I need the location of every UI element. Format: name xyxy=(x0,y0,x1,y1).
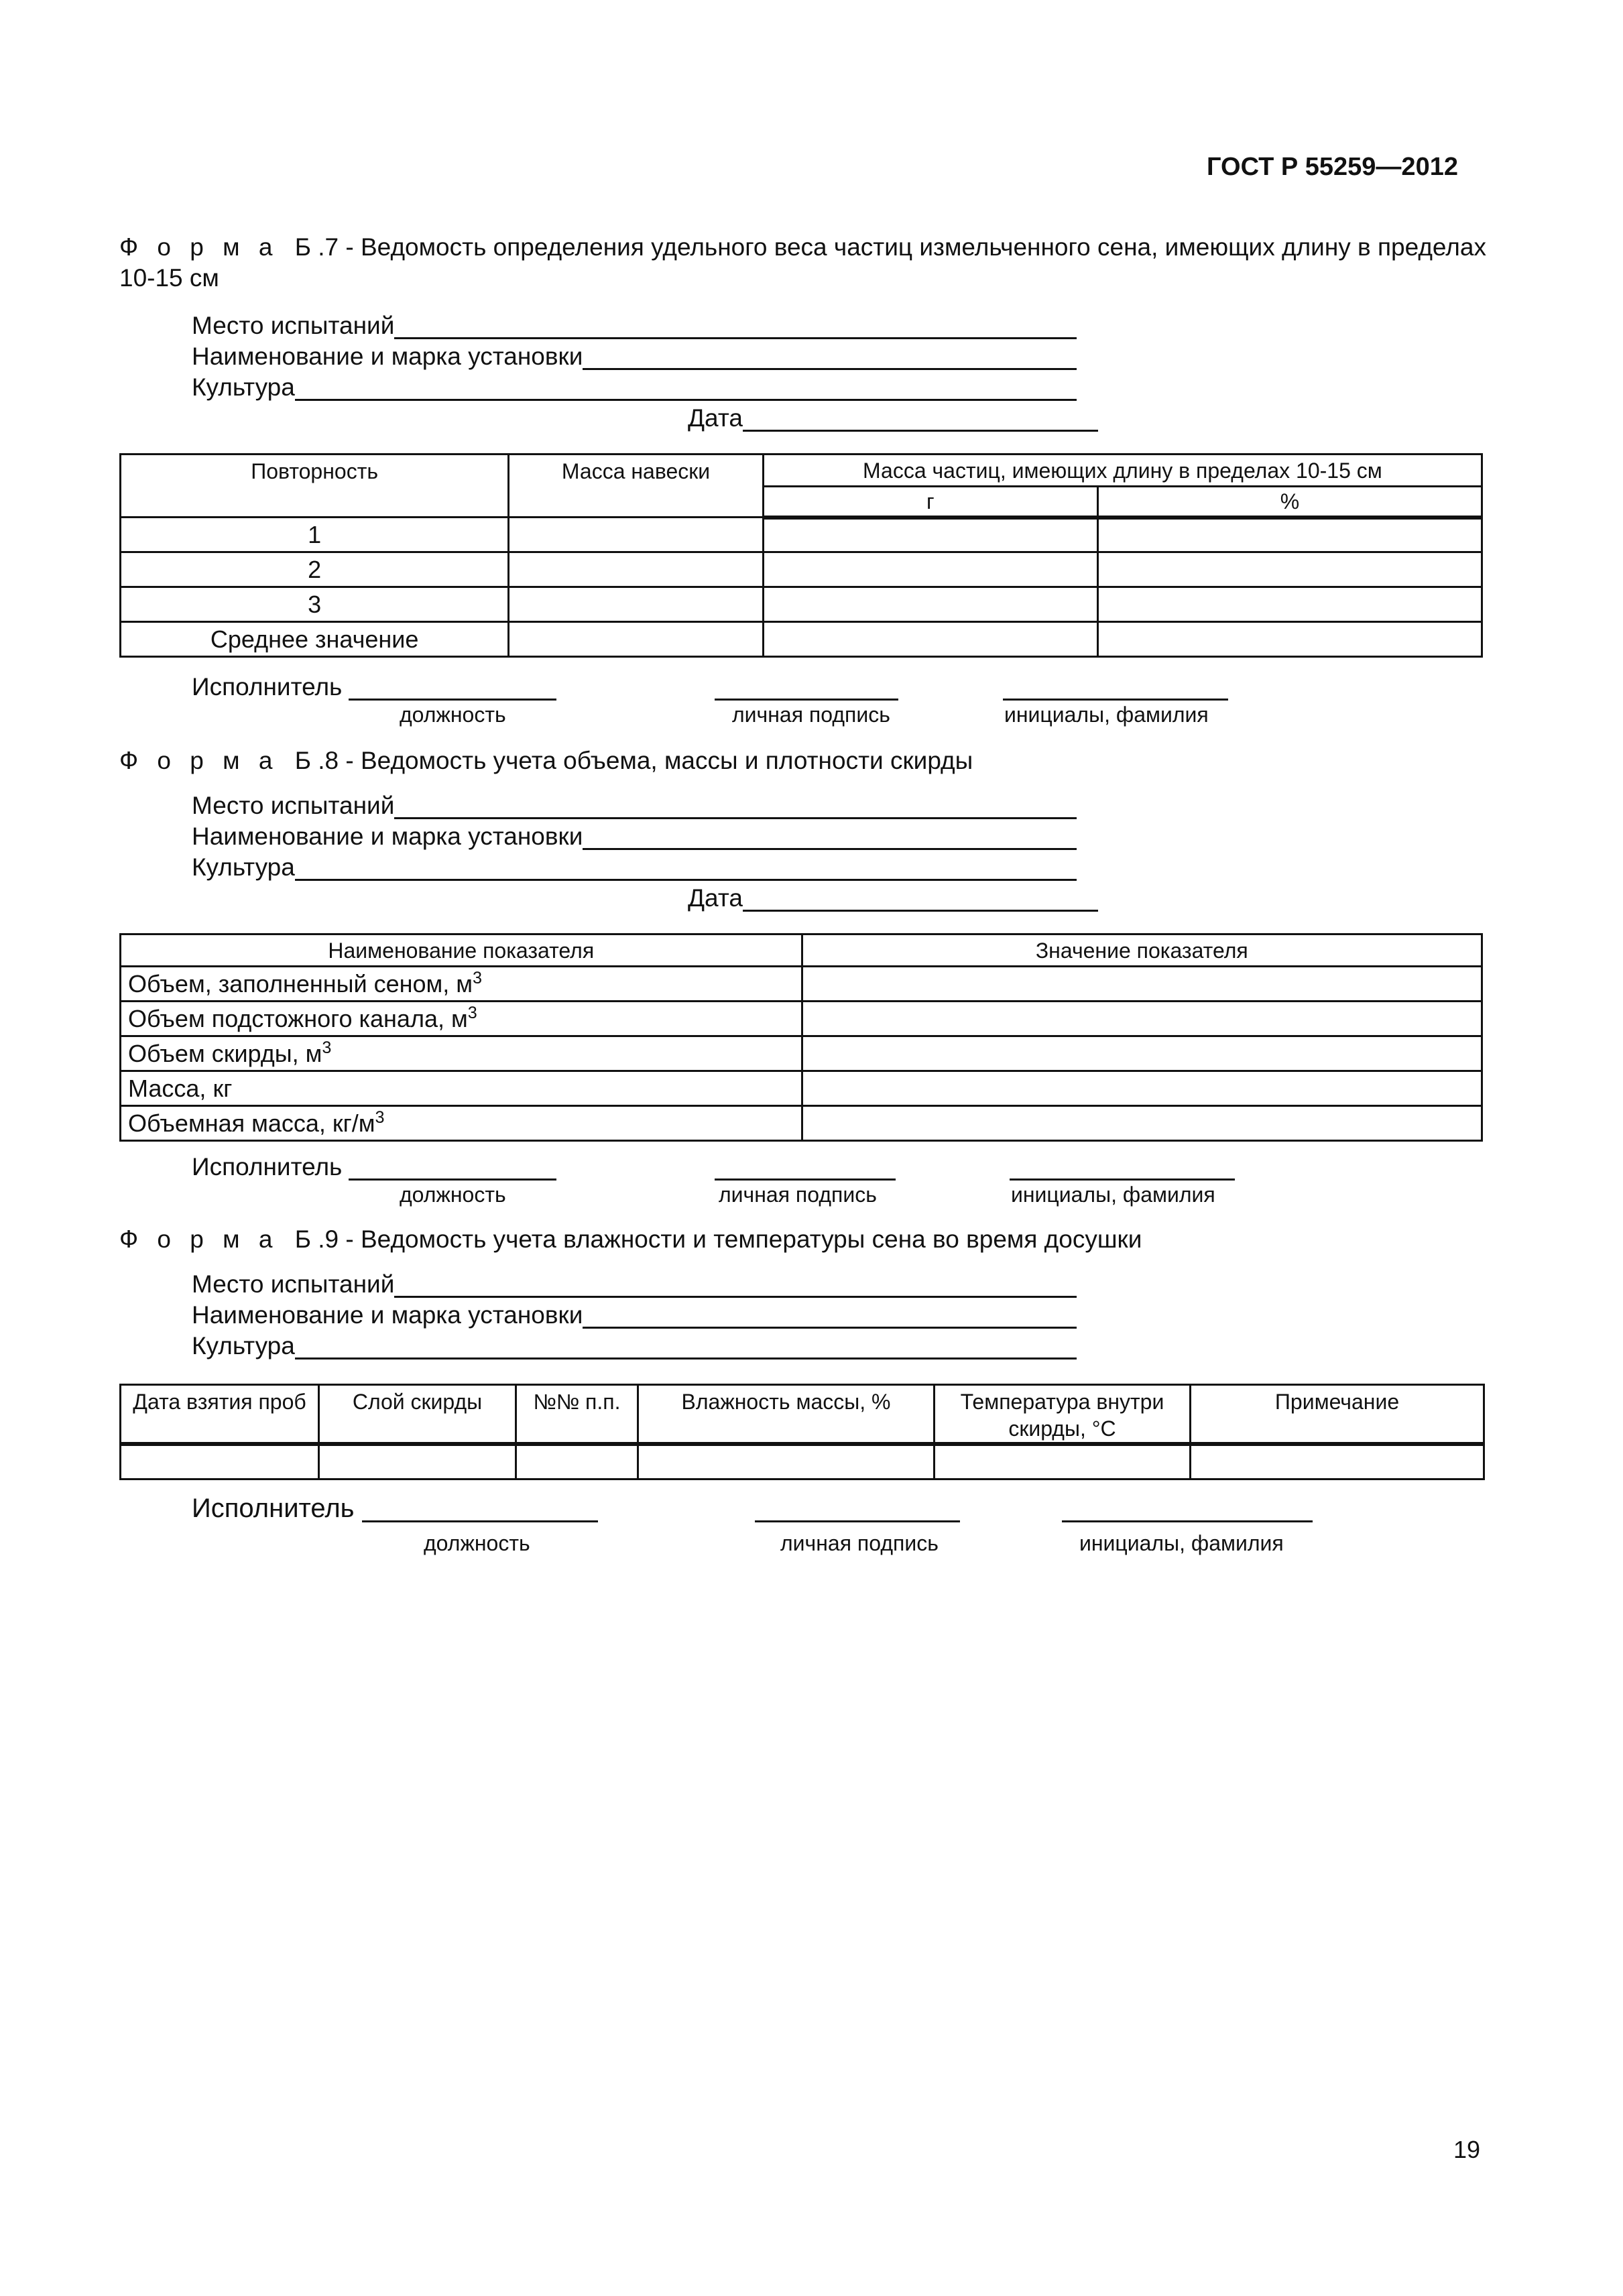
form-b9-position-line[interactable] xyxy=(362,1520,598,1522)
field-place[interactable] xyxy=(192,308,1077,339)
field-place-line[interactable] xyxy=(394,796,1077,819)
col-date-header: Дата взятия проб xyxy=(121,1385,319,1445)
table-cell[interactable] xyxy=(763,552,1097,587)
table-row xyxy=(121,967,1482,1002)
field-date[interactable] xyxy=(688,881,1098,912)
field-place-label: Место испытаний xyxy=(192,792,395,819)
table-row xyxy=(121,552,1482,587)
table-cell[interactable] xyxy=(1191,1444,1484,1479)
field-place-line[interactable] xyxy=(394,316,1077,339)
table-cell[interactable] xyxy=(121,1444,319,1479)
form-b7-table xyxy=(119,453,1483,658)
table-cell[interactable] xyxy=(763,622,1097,657)
row-label: Среднее значение xyxy=(121,622,509,657)
form-b9-table xyxy=(119,1384,1485,1480)
field-date-label: Дата xyxy=(688,404,743,432)
row-text: Объем подстожного канала, м xyxy=(128,1005,468,1032)
field-installation[interactable] xyxy=(192,1298,1077,1329)
table-row xyxy=(121,1036,1482,1071)
form-b8-name-caption: инициалы, фамилия xyxy=(1011,1183,1215,1207)
table-cell[interactable] xyxy=(802,1071,1482,1106)
field-place[interactable] xyxy=(192,1267,1077,1298)
col-temperature-header: Температура внутри скирды, °С xyxy=(935,1385,1191,1445)
form-b7-position-line[interactable] xyxy=(349,699,556,701)
form-b8-prefix: Ф о р м а xyxy=(119,747,279,774)
table-row xyxy=(121,587,1482,622)
table-row xyxy=(121,622,1482,657)
table-cell[interactable] xyxy=(638,1444,935,1479)
table-cell[interactable] xyxy=(516,1444,638,1479)
row-label xyxy=(121,1036,802,1071)
table-row xyxy=(121,518,1482,552)
table-cell[interactable] xyxy=(1097,518,1482,552)
table-cell[interactable] xyxy=(802,1002,1482,1036)
form-b8-title-text: - Ведомость учета объема, массы и плотности скирды xyxy=(339,747,973,774)
table-cell[interactable] xyxy=(935,1444,1191,1479)
form-b7-title xyxy=(119,233,1486,261)
table-cell[interactable] xyxy=(509,552,764,587)
form-b9-name-line[interactable] xyxy=(1062,1520,1313,1522)
document-code: ГОСТ Р 55259—2012 xyxy=(1207,153,1458,181)
field-culture-label: Культура xyxy=(192,373,295,401)
field-culture-line[interactable] xyxy=(295,377,1077,401)
form-b8-position-caption: должность xyxy=(400,1183,506,1207)
table-cell[interactable] xyxy=(802,1106,1482,1141)
form-b7-signature-caption: личная подпись xyxy=(732,703,890,727)
field-installation-label: Наименование и марка установки xyxy=(192,1301,583,1329)
row-sup: 3 xyxy=(467,1004,477,1022)
table-row xyxy=(121,1444,1484,1479)
form-b7-number: Б .7 xyxy=(294,233,339,261)
form-b8-number: Б .8 xyxy=(294,747,339,774)
row-label xyxy=(121,967,802,1002)
form-b9-prefix: Ф о р м а xyxy=(119,1225,279,1253)
col-repeat-header: Повторность xyxy=(121,455,509,518)
form-b9-position-caption: должность xyxy=(424,1531,530,1555)
table-cell[interactable] xyxy=(802,967,1482,1002)
field-place-label: Место испытаний xyxy=(192,312,395,339)
table-cell[interactable] xyxy=(1097,622,1482,657)
page-number: 19 xyxy=(1453,2136,1481,2163)
field-culture-label: Культура xyxy=(192,1332,295,1360)
form-b8-signature-caption: личная подпись xyxy=(719,1183,877,1207)
field-installation[interactable] xyxy=(192,339,1077,370)
field-date[interactable] xyxy=(688,401,1098,432)
col-particles-header: Масса частиц, имеющих длину в пределах 10-15 см xyxy=(763,455,1482,487)
row-label xyxy=(121,1002,802,1036)
field-place-label: Место испытаний xyxy=(192,1270,395,1298)
form-b8-table xyxy=(119,933,1483,1142)
field-culture-line[interactable] xyxy=(295,857,1077,881)
row-label xyxy=(121,1071,802,1106)
field-culture[interactable] xyxy=(192,370,1077,401)
col-moisture-header: Влажность массы, % xyxy=(638,1385,935,1445)
form-b9-executor-label: Исполнитель xyxy=(192,1494,355,1523)
field-place-line[interactable] xyxy=(394,1274,1077,1298)
form-b9-number: Б .9 xyxy=(294,1225,339,1253)
form-b7-title-line2: 10-15 см xyxy=(119,264,219,292)
row-label: 2 xyxy=(121,552,509,587)
form-b7-position-caption: должность xyxy=(400,703,506,727)
row-label: 3 xyxy=(121,587,509,622)
field-installation-label: Наименование и марка установки xyxy=(192,343,583,370)
row-text: Объем скирды, м xyxy=(128,1040,322,1067)
field-date-label: Дата xyxy=(688,884,743,912)
table-cell[interactable] xyxy=(509,622,764,657)
table-cell[interactable] xyxy=(763,518,1097,552)
form-b8-title xyxy=(119,747,973,775)
form-b7-prefix: Ф о р м а xyxy=(119,233,279,261)
field-culture[interactable] xyxy=(192,850,1077,881)
row-label xyxy=(121,1106,802,1141)
col-name-header: Наименование показателя xyxy=(121,934,802,967)
table-cell[interactable] xyxy=(802,1036,1482,1071)
form-b9-fields xyxy=(192,1267,1077,1360)
form-b7-name-line[interactable] xyxy=(1003,699,1228,701)
row-text: Объем, заполненный сеном, м xyxy=(128,970,473,998)
form-b9-name-caption: инициалы, фамилия xyxy=(1079,1531,1284,1555)
field-culture[interactable] xyxy=(192,1329,1077,1360)
field-installation-line[interactable] xyxy=(583,1305,1077,1329)
form-b9-title-text: - Ведомость учета влажности и температуры сена во время досушки xyxy=(339,1225,1142,1253)
form-b8-signature-line[interactable] xyxy=(715,1179,896,1181)
col-g-header: г xyxy=(763,487,1097,518)
table-cell[interactable] xyxy=(1097,587,1482,622)
field-culture-label: Культура xyxy=(192,853,295,881)
form-b7-name-caption: инициалы, фамилия xyxy=(1004,703,1209,727)
row-sup: 3 xyxy=(375,1108,385,1127)
field-date-line[interactable] xyxy=(743,888,1098,912)
form-b8-position-line[interactable] xyxy=(349,1179,556,1181)
form-b7-signature-line[interactable] xyxy=(715,699,898,701)
table-cell[interactable] xyxy=(509,587,764,622)
field-installation-line[interactable] xyxy=(583,347,1077,370)
form-b9-signature-caption: личная подпись xyxy=(780,1531,939,1555)
field-installation-label: Наименование и марка установки xyxy=(192,823,583,850)
row-text: Объемная масса, кг/м xyxy=(128,1109,375,1137)
field-date-line[interactable] xyxy=(743,408,1098,432)
form-b8-executor-label: Исполнитель xyxy=(192,1153,343,1181)
form-b9-signature-line[interactable] xyxy=(755,1520,960,1522)
col-mass-label: Масса навески xyxy=(561,459,711,483)
table-cell[interactable] xyxy=(763,587,1097,622)
field-installation-line[interactable] xyxy=(583,827,1077,850)
table-cell[interactable] xyxy=(1097,552,1482,587)
field-installation[interactable] xyxy=(192,819,1077,850)
field-place[interactable] xyxy=(192,788,1077,819)
form-b7-title-text: - Ведомость определения удельного веса частиц измельченного сена, имеющих длину в пределах xyxy=(339,233,1486,261)
row-text: Масса, кг xyxy=(128,1075,233,1102)
field-culture-line[interactable] xyxy=(295,1336,1077,1360)
table-row xyxy=(121,1071,1482,1106)
col-number-header: №№ п.п. xyxy=(516,1385,638,1445)
row-label: 1 xyxy=(121,518,509,552)
col-pct-header: % xyxy=(1097,487,1482,518)
col-value-header: Значение показателя xyxy=(802,934,1482,967)
row-sup: 3 xyxy=(473,969,483,987)
form-b7-fields xyxy=(192,308,1077,401)
form-b8-fields xyxy=(192,788,1077,881)
form-b8-name-line[interactable] xyxy=(1010,1179,1235,1181)
table-row xyxy=(121,1106,1482,1141)
col-mass-header xyxy=(509,455,764,518)
table-row xyxy=(121,1002,1482,1036)
form-b7-executor-label: Исполнитель xyxy=(192,673,343,701)
table-cell[interactable] xyxy=(509,518,764,552)
col-note-header: Примечание xyxy=(1191,1385,1484,1445)
table-cell[interactable] xyxy=(319,1444,516,1479)
col-layer-header: Слой скирды xyxy=(319,1385,516,1445)
row-sup: 3 xyxy=(322,1038,332,1057)
form-b9-title xyxy=(119,1225,1142,1254)
